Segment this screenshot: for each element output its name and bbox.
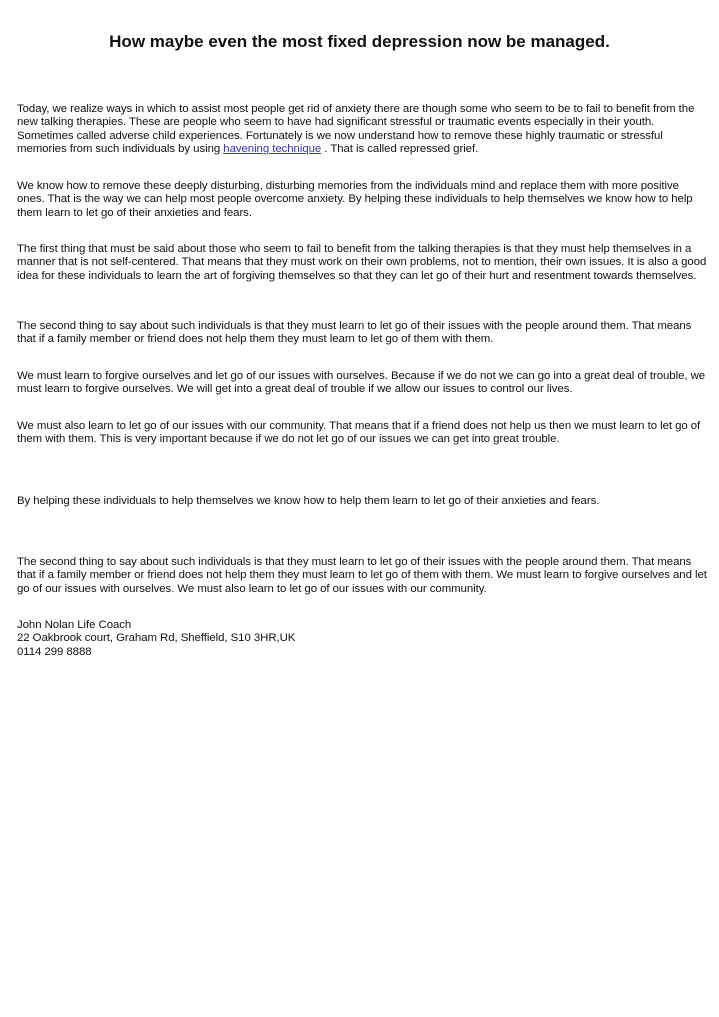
contact-block bbox=[17, 619, 707, 659]
paragraph-5: We must learn to forgive ourselves and let go of our issues with ourselves. Because if we do not we can go into a great deal of trouble, we must learn to forgive ourselves. We will get into a great deal of trouble if we allow our issues to control our lives. bbox=[17, 370, 706, 396]
paragraph-7: By helping these individuals to help themselves we know how to help them learn to let go of their anxieties and fears. bbox=[17, 495, 600, 507]
contact-address: 22 Oakbrook court, Graham Rd, Sheffield, S10 3HR,UK bbox=[17, 632, 296, 645]
paragraph-intro-tail: . That is called repressed grief. bbox=[321, 143, 479, 156]
page-title: How maybe even the most fixed depression now be managed. bbox=[109, 32, 610, 51]
paragraph-4: The second thing to say about such individuals is that they must learn to let go of their issues with the people around them. That means that if a family member or friend does not help them they must learn to let go of them with them. bbox=[17, 320, 692, 346]
paragraph-6: We must also learn to let go of our issues with our community. That means that if a friend does not help us then we must learn to let go of them with them. This is very important because if we do not let go of our issues we can get into great trouble. bbox=[17, 420, 701, 446]
paragraph-3: The first thing that must be said about those who seem to fail to benefit from the talking therapies is that they must help themselves in a manner that is not self-centered. That means that they must work on their own problems, not to mention, their own issues. It is also a good idea for these individuals to learn the art of forgiving themselves so that they can let go of their hurt and resentment towards themselves. bbox=[17, 243, 707, 282]
paragraph-2: We know how to remove these deeply disturbing, disturbing memories from the individuals mind and replace them with more positive ones. That is the way we can help most people overcome anxiety. By helping these individuals to help themselves we know how to help them learn to let go of their anxieties and fears. bbox=[17, 180, 693, 219]
contact-phone: 0114 299 8888 bbox=[17, 645, 92, 658]
havening-technique-link[interactable]: havening technique bbox=[223, 143, 322, 156]
paragraph-intro-text: Today, we realize ways in which to assist most people get rid of anxiety there are though some who seem to be to fail to benefit from the new talking therapies. These are people who seem to have had significant stressful or traumatic events especially in their youth. Sometimes called adverse child experiences. Fortunately is we now understand how to remove these highly traumatic or stressful memories from such individuals by using bbox=[17, 103, 695, 156]
contact-name: John Nolan Life Coach bbox=[17, 619, 132, 631]
paragraph-intro bbox=[17, 103, 707, 157]
paragraph-8: The second thing to say about such individuals is that they must learn to let go of their issues with the people around them. That means that if a family member or friend does not help them they must learn to let go of them with them. We must learn to forgive ourselves and let go of our issues with ourselves. We must also learn to let go of our issues with our community. bbox=[17, 556, 707, 595]
